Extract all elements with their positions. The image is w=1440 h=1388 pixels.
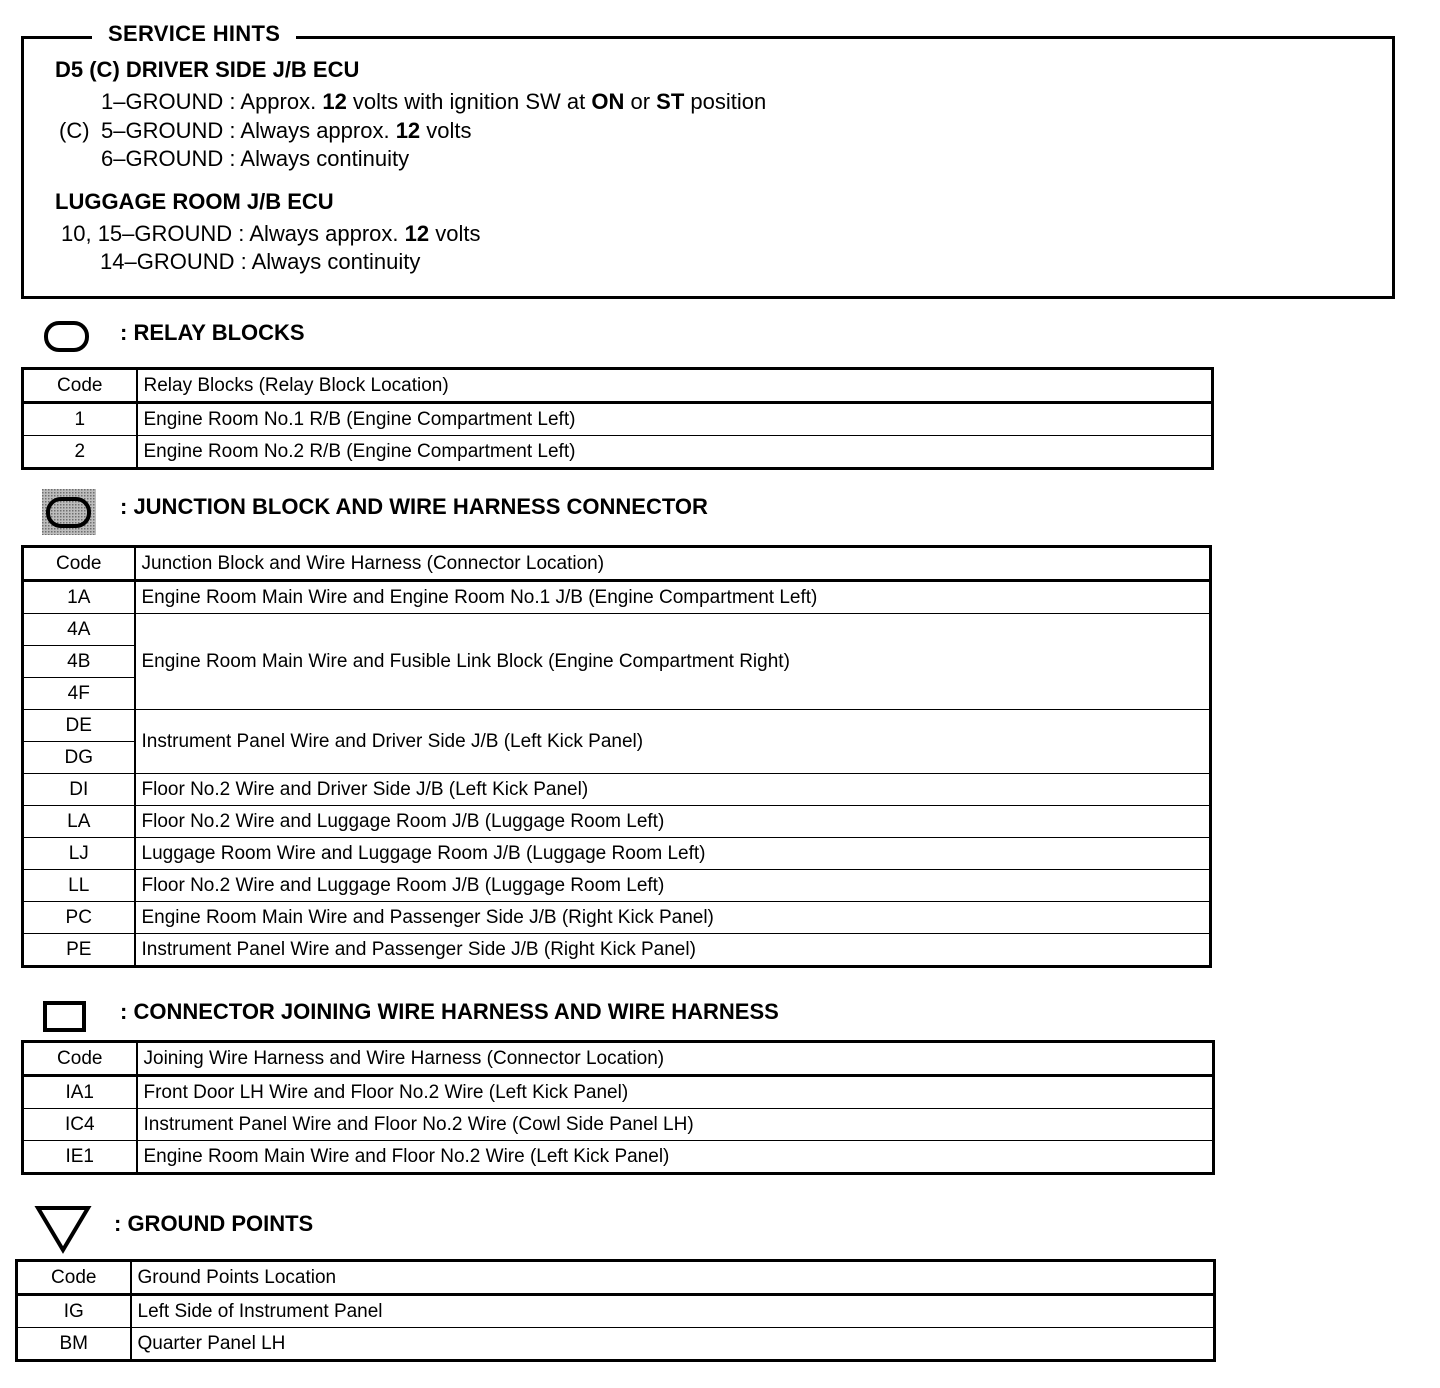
junction-blocks-title: : JUNCTION BLOCK AND WIRE HARNESS CONNECTOR	[120, 494, 708, 519]
luggage-ecu-line-2: 14–GROUND : Always continuity	[100, 249, 421, 274]
table-row	[23, 614, 1211, 646]
relay-blocks-table	[21, 367, 1214, 470]
down-triangle-icon	[34, 1204, 92, 1254]
row-desc: Engine Room Main Wire and Floor No.2 Wire (Left Kick Panel)	[137, 1141, 1214, 1174]
relay-blocks-title: : RELAY BLOCKS	[120, 320, 305, 345]
row-code: BM	[17, 1328, 131, 1361]
table-row	[23, 902, 1211, 934]
table-row	[23, 403, 1213, 436]
row-desc: Instrument Panel Wire and Driver Side J/B (Left Kick Panel)	[135, 710, 1211, 774]
header-desc: Relay Blocks (Relay Block Location)	[137, 369, 1213, 403]
table-row	[17, 1295, 1215, 1328]
row-desc: Floor No.2 Wire and Luggage Room J/B (Luggage Room Left)	[135, 870, 1211, 902]
table-row	[23, 934, 1211, 967]
connectors-table	[21, 1040, 1215, 1175]
row-code: 1A	[23, 581, 135, 614]
shaded-rounded-rect-icon	[42, 489, 96, 535]
row-code: IC4	[23, 1109, 137, 1141]
table-row	[23, 1076, 1214, 1109]
row-desc: Engine Room Main Wire and Passenger Side J/B (Right Kick Panel)	[135, 902, 1211, 934]
row-desc: Quarter Panel LH	[131, 1328, 1215, 1361]
driver-ecu-prefix: (C)	[59, 118, 90, 143]
driver-ecu-line-2: 5–GROUND : Always approx. 12 volts	[101, 118, 472, 143]
table-row	[23, 806, 1211, 838]
row-code: 4A	[23, 614, 135, 646]
luggage-ecu-line-1: 10, 15–GROUND : Always approx. 12 volts	[61, 221, 481, 246]
table-header-row	[17, 1261, 1215, 1295]
driver-ecu-heading: D5 (C) DRIVER SIDE J/B ECU	[55, 57, 360, 82]
row-code: IE1	[23, 1141, 137, 1174]
table-row	[23, 436, 1213, 469]
row-desc: Engine Room No.1 R/B (Engine Compartment Left)	[137, 403, 1213, 436]
row-code: IG	[17, 1295, 131, 1328]
row-desc: Engine Room No.2 R/B (Engine Compartment Left)	[137, 436, 1213, 469]
table-row	[23, 774, 1211, 806]
header-code: Code	[23, 547, 135, 581]
row-desc: Instrument Panel Wire and Passenger Side J/B (Right Kick Panel)	[135, 934, 1211, 967]
table-row	[23, 1141, 1214, 1174]
row-code: 4B	[23, 646, 135, 678]
row-code: 1	[23, 403, 137, 436]
table-header-row	[23, 1042, 1214, 1076]
ground-points-title: : GROUND POINTS	[114, 1211, 314, 1236]
table-row	[23, 1109, 1214, 1141]
table-row	[23, 710, 1211, 742]
row-desc: Engine Room Main Wire and Fusible Link Block (Engine Compartment Right)	[135, 614, 1211, 710]
row-code: LJ	[23, 838, 135, 870]
row-desc: Left Side of Instrument Panel	[131, 1295, 1215, 1328]
service-hints-title: SERVICE HINTS	[92, 20, 296, 48]
header-desc: Joining Wire Harness and Wire Harness (Connector Location)	[137, 1042, 1214, 1076]
row-desc: Front Door LH Wire and Floor No.2 Wire (Left Kick Panel)	[137, 1076, 1214, 1109]
row-code: PC	[23, 902, 135, 934]
row-desc: Floor No.2 Wire and Driver Side J/B (Left Kick Panel)	[135, 774, 1211, 806]
header-code: Code	[17, 1261, 131, 1295]
row-code: LA	[23, 806, 135, 838]
luggage-ecu-heading: LUGGAGE ROOM J/B ECU	[55, 189, 334, 214]
row-desc: Floor No.2 Wire and Luggage Room J/B (Luggage Room Left)	[135, 806, 1211, 838]
driver-ecu-line-3: 6–GROUND : Always continuity	[101, 146, 410, 171]
header-code: Code	[23, 1042, 137, 1076]
table-row	[23, 838, 1211, 870]
row-desc: Engine Room Main Wire and Engine Room No.1 J/B (Engine Compartment Left)	[135, 581, 1211, 614]
row-code: 2	[23, 436, 137, 469]
header-code: Code	[23, 369, 137, 403]
row-desc: Luggage Room Wire and Luggage Room J/B (Luggage Room Left)	[135, 838, 1211, 870]
ground-points-table	[15, 1259, 1216, 1362]
table-header-row	[23, 369, 1213, 403]
table-row	[23, 870, 1211, 902]
row-code: DG	[23, 742, 135, 774]
table-row	[17, 1328, 1215, 1361]
row-code: LL	[23, 870, 135, 902]
driver-ecu-line-1: 1–GROUND : Approx. 12 volts with ignition SW at ON or ST position	[101, 89, 767, 114]
table-header-row	[23, 547, 1211, 581]
row-code: DI	[23, 774, 135, 806]
header-desc: Ground Points Location	[131, 1261, 1215, 1295]
table-row	[23, 581, 1211, 614]
row-code: PE	[23, 934, 135, 967]
row-code: IA1	[23, 1076, 137, 1109]
row-desc: Instrument Panel Wire and Floor No.2 Wire (Cowl Side Panel LH)	[137, 1109, 1214, 1141]
rounded-rect-icon	[43, 320, 91, 354]
header-desc: Junction Block and Wire Harness (Connector Location)	[135, 547, 1211, 581]
row-code: 4F	[23, 678, 135, 710]
square-icon	[42, 1000, 88, 1034]
row-code: DE	[23, 710, 135, 742]
connectors-title: : CONNECTOR JOINING WIRE HARNESS AND WIRE HARNESS	[120, 999, 779, 1024]
junction-blocks-table	[21, 545, 1212, 968]
